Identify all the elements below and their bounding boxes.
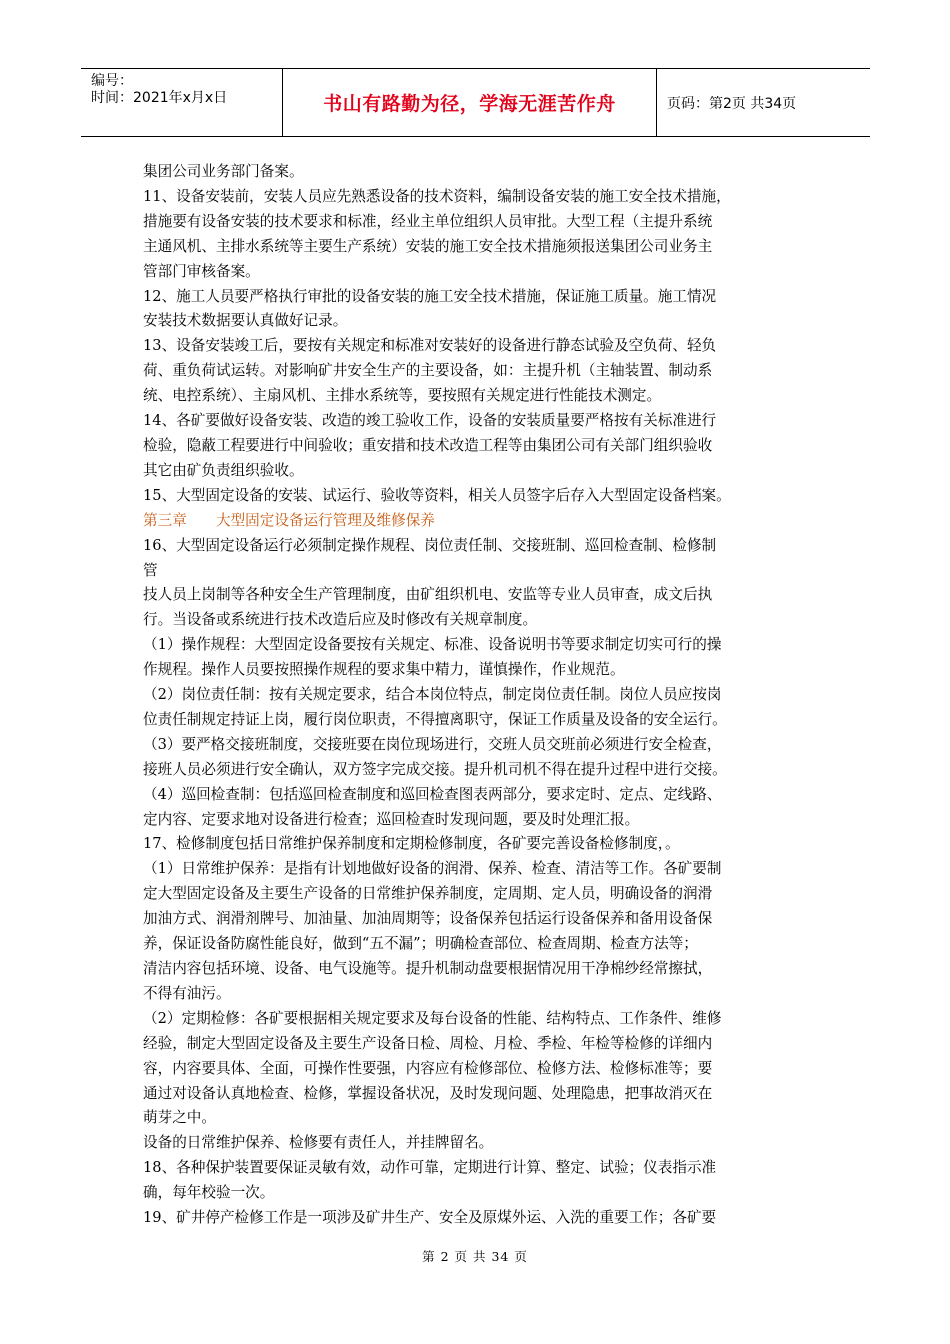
document-number-label: 编号：: [91, 73, 133, 89]
text-line: 行。当设备或系统进行技术改造后应及时修改有关规章制度。: [143, 611, 538, 629]
text-line: （1）操作规程：大型固定设备要按有关规定、标准、设备说明书等要求制定切实可行的操: [143, 636, 722, 654]
header-motto: 书山有路勤为径，学海无涯苦作舟: [323, 93, 616, 115]
header-motto-cell: [283, 69, 657, 136]
text-line: 萌芽之中。: [143, 1109, 216, 1127]
chapter-heading: 第三章 大型固定设备运行管理及维修保养: [143, 511, 435, 529]
text-line: （2）定期检修：各矿要根据相关规定要求及每台设备的性能、结构特点、工作条件、维修: [143, 1009, 722, 1027]
text-line: 管: [143, 561, 158, 579]
text-line: 确，每年校验一次。: [143, 1184, 275, 1202]
text-line: 12、施工人员要严格执行审批的设备安装的施工安全技术措施，保证施工质量。施工情况: [143, 287, 717, 305]
text-line: 17、检修制度包括日常维护保养制度和定期检修制度，各矿要完善设备检修制度，。: [143, 835, 680, 853]
text-line: 定大型固定设备及主要生产设备的日常维护保养制度，定周期、定人员，明确设备的润滑: [143, 885, 713, 903]
header-page-code: 页码：第2页 共34页: [667, 95, 797, 112]
text-line: 位责任制规定持证上岗，履行岗位职责，不得擅离职守，保证工作质量及设备的安全运行。: [143, 710, 727, 728]
text-line: 主通风机、主排水系统等主要生产系统）安装的施工安全技术措施须报送集团公司业务主: [143, 237, 713, 255]
text-line: 安装技术数据要认真做好记录。: [143, 312, 348, 330]
page-footer: 第 2 页 共 34 页: [422, 1249, 528, 1264]
text-line: 加油方式、润滑剂牌号、加油量、加油周期等；设备保养包括运行设备保养和备用设备保: [143, 910, 713, 928]
text-line: 技人员上岗制等各种安全生产管理制度，由矿组织机电、安监等专业人员审查，成文后执: [143, 586, 713, 604]
text-line: 15、大型固定设备的安装、试运行、验收等资料，相关人员签字后存入大型固定设备档案。: [143, 486, 731, 504]
text-line: 19、矿井停产检修工作是一项涉及矿井生产、安全及原煤外运、入洗的重要工作；各矿要: [143, 1209, 717, 1227]
text-line: 荷、重负荷试运转。对影响矿井安全生产的主要设备，如：主提升机（主轴装置、制动系: [143, 362, 713, 380]
text-line: 18、各种保护装置要保证灵敏有效，动作可靠，定期进行计算、整定、试验；仪表指示准: [143, 1159, 717, 1177]
text-line: 16、大型固定设备运行必须制定操作规程、岗位责任制、交接班制、巡回检查制、检修制: [143, 536, 717, 554]
page-header: [81, 68, 870, 137]
header-info-cell: [81, 69, 283, 136]
text-line: 作规程。操作人员要按照操作规程的要求集中精力，谨慎操作，作业规范。: [143, 661, 625, 679]
text-line: 11、设备安装前，安装人员应先熟悉设备的技术资料，编制设备安装的施工安全技术措施，: [143, 187, 731, 205]
text-line: 设备的日常维护保养、检修要有责任人，并挂牌留名。: [143, 1134, 494, 1152]
text-line: （2）岗位责任制：按有关规定要求，结合本岗位特点，制定岗位责任制。岗位人员应按岗: [143, 686, 722, 704]
text-line: 措施要有设备安装的技术要求和标准，经业主单位组织人员审批。大型工程（主提升系统: [143, 212, 713, 230]
text-line: 容，内容要具体、全面，可操作性要强，内容应有检修部位、检修方法、检修标准等；要: [143, 1059, 713, 1077]
header-page-cell: [657, 69, 870, 136]
text-line: 通过对设备认真地检查、检修，掌握设备状况，及时发现问题、处理隐患，把事故消灭在: [143, 1084, 713, 1102]
document-date-label: 时间：2021年x月x日: [91, 90, 228, 106]
document-body: [143, 160, 810, 1231]
text-line: 清洁内容包括环境、设备、电气设施等。提升机制动盘要根据情况用干净棉纱经常擦拭，: [143, 960, 713, 977]
text-line: （1）日常维护保养：是指有计划地做好设备的润滑、保养、检查、清洁等工作。各矿要制: [143, 860, 722, 878]
text-line: 接班人员必须进行安全确认，双方签字完成交接。提升机司机不得在提升过程中进行交接。: [143, 760, 727, 778]
text-line: （4）巡回检查制：包括巡回检查制度和巡回检查图表两部分，要求定时、定点、定线路、: [143, 785, 722, 803]
text-line: 14、各矿要做好设备安装、改造的竣工验收工作，设备的安装质量要严格按有关标准进行: [143, 412, 717, 430]
text-line: 养，保证设备防腐性能良好，做到“五不漏”；明确检查部位、检查周期、检查方法等；: [143, 935, 698, 953]
text-line: 集团公司业务部门备案。: [143, 163, 304, 180]
text-line: 定内容、定要求地对设备进行检查；巡回检查时发现问题，要及时处理汇报。: [143, 810, 640, 828]
text-line: 统、电控系统）、主扇风机、主排水系统等，要按照有关规定进行性能技术测定。: [143, 387, 662, 405]
text-line: 其它由矿负责组织验收。: [143, 461, 304, 479]
text-line: 检验，隐蔽工程要进行中间验收；重安措和技术改造工程等由集团公司有关部门组织验收: [143, 436, 713, 454]
text-line: 管部门审核备案。: [143, 262, 260, 280]
text-line: 不得有油污。: [143, 984, 231, 1002]
text-line: 经验，制定大型固定设备及主要生产设备日检、周检、月检、季检、年检等检修的详细内: [143, 1034, 713, 1052]
text-line: （3）要严格交接班制度，交接班要在岗位现场进行，交班人员交班前必须进行安全检查，: [143, 735, 722, 753]
text-line: 13、设备安装竣工后，要按有关规定和标准对安装好的设备进行静态试验及空负荷、轻负: [143, 337, 717, 355]
